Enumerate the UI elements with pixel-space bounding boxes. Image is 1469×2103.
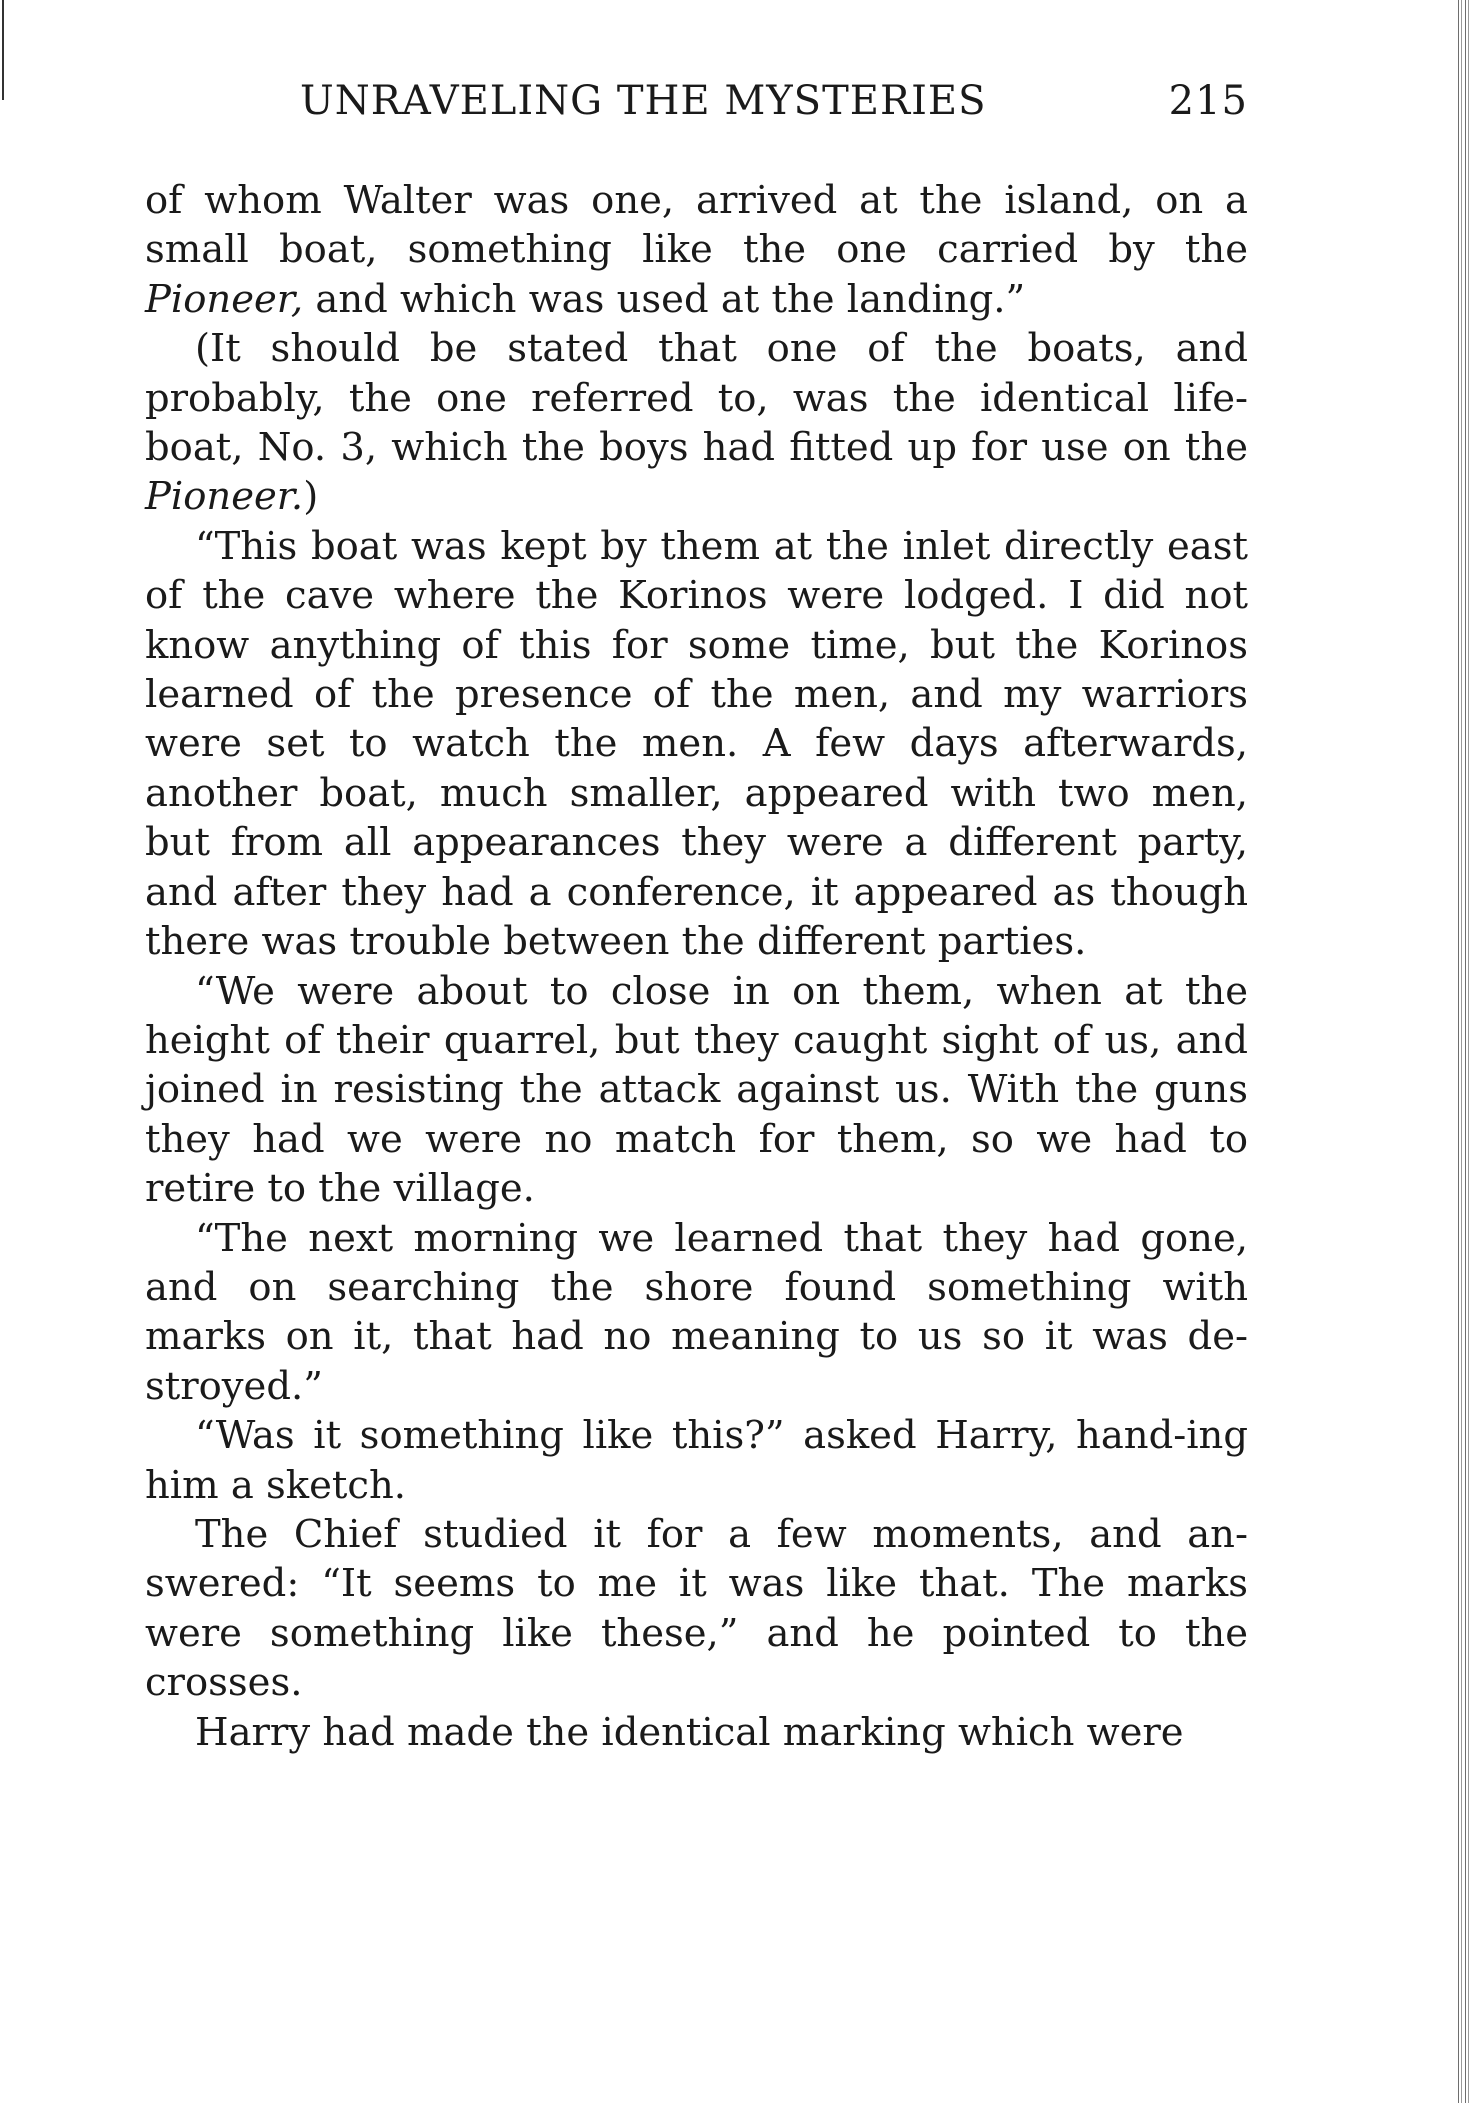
paragraph-5: “The next morning we learned that they had gone, and on searching the shore found something with marks on it, that had no meaning to us so it was de-stroyed.” [145,1215,1248,1409]
body-text [145,176,1248,1757]
paragraph-6: “Was it something like this?” asked Harry, hand-ing him a sketch. [145,1413,1248,1508]
ship-name: Pioneer, [145,276,304,322]
binding-edge [1455,0,1469,2103]
paragraph-4: “We were about to close in on them, when at the height of their quarrel, but they caught sight of us, and joined in resisting the attack against us. With the guns they had we were no match for them, so we had to retire to the village. [145,968,1248,1212]
page-header [300,78,1248,138]
paragraph-7: The Chief studied it for a few moments, and an-swered: “It seems to me it was like that. The marks were something like these,” and he pointed to the crosses. [145,1511,1248,1706]
ship-name: Pioneer. [145,474,304,520]
page-number: 215 [1168,78,1248,124]
page-edge-mark [2,0,4,100]
paragraph-2: (It should be stated that one of the boats, and probably, the one referred to, was the identical life-boat, No. 3, which the boys had fitted up for use on the Pioneer.) [145,326,1248,520]
running-head: UNRAVELING THE MYSTERIES [300,78,987,124]
paragraph-1: of whom Walter was one, arrived at the island, on a small boat, something like the one carried by the Pioneer, and which was used at the landing.” [145,178,1248,322]
paragraph-3: “This boat was kept by them at the inlet directly east of the cave where the Korinos were lodged. I did not know anything of this for some time, but the Korinos learned of the presence of the men, and my warriors were set to watch the men. A few days afterwards, another boat, much smaller, appeared with two men, but from all appearances they were a different party, and after they had a conference, it appeared as though there was trouble between the different parties. [145,523,1248,965]
paragraph-8: Harry had made the identical marking which were [195,1709,1184,1755]
